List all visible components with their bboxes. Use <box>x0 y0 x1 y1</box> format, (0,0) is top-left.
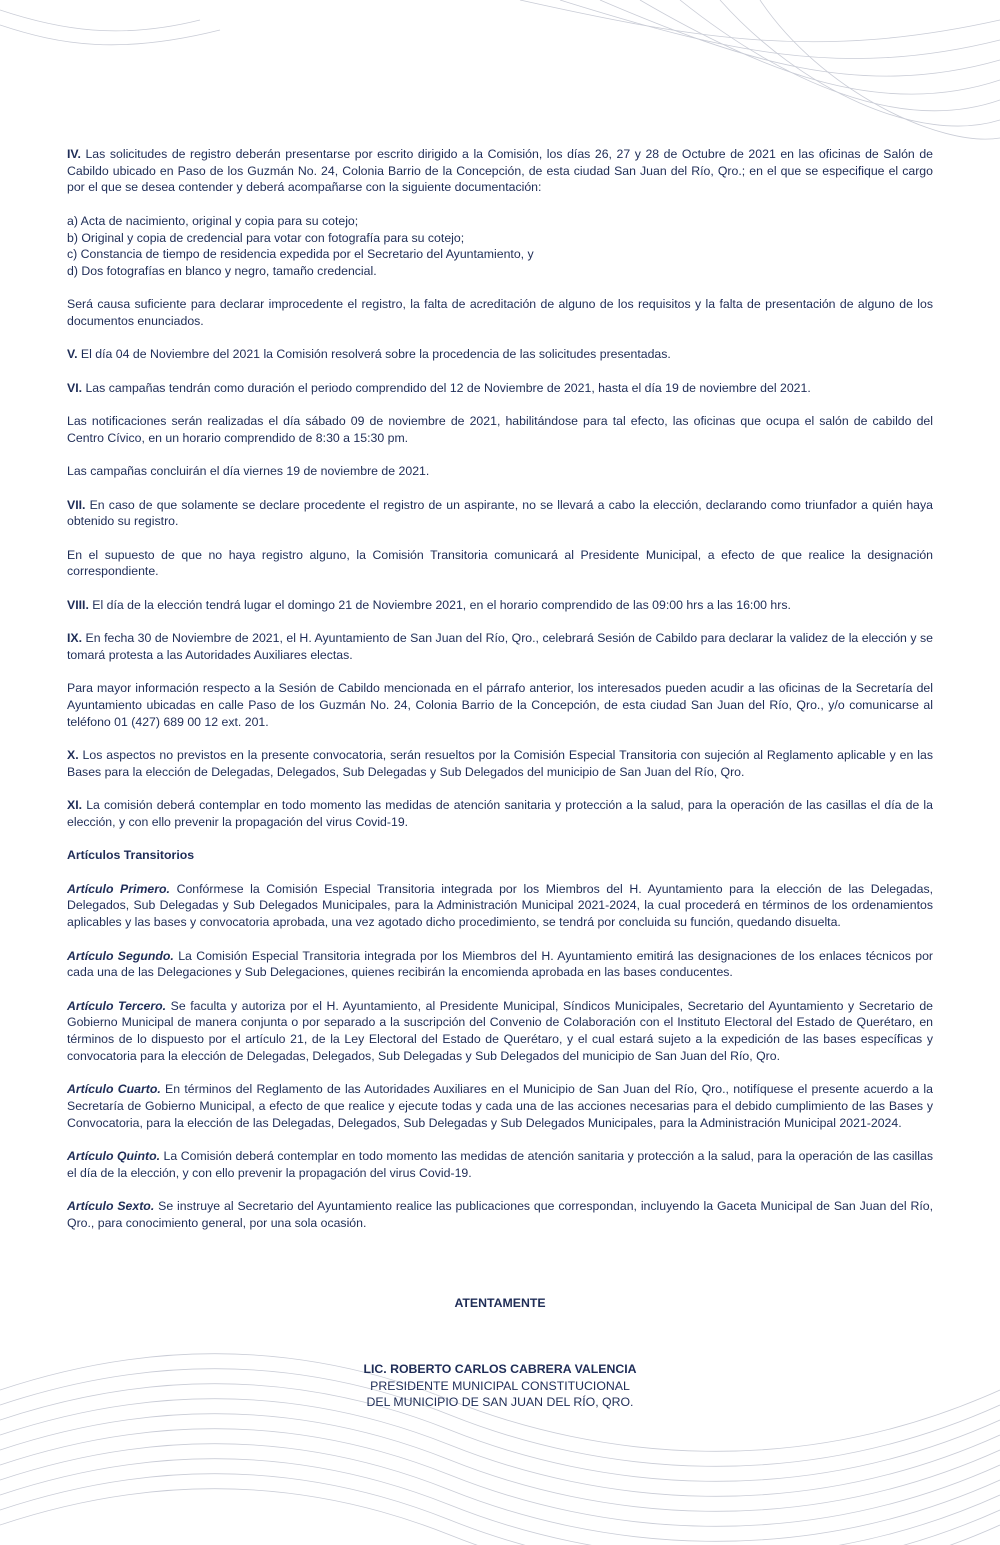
section-vii: VII. En caso de que solamente se declare procedente el registro de un aspirante, no se llevará a cabo la elección, declarando como triunfador a quién haya obtenido su registro. <box>67 497 933 529</box>
section-xi: XI. La comisión deberá contemplar en todo momento las medidas de atención sanitaria y protección a la salud, para la operación de las casillas el día de la elección, y con ello prevenir la propagación del virus Covid-19. <box>67 798 934 829</box>
closing-salutation: ATENTAMENTE <box>454 1296 546 1310</box>
section-ix-note: Para mayor información respecto a la Sesión de Cabildo mencionada en el párrafo anterior, los interesados pueden acudir a las oficinas de la Secretaría del Ayuntamiento ubicadas en calle Paso de los Guzmán No. 24, Colonia Barrio de la Concepción, de esta ciudad San Juan del Río, Qro., y/o comunicarse al teléfono 01 (427) 689 00 12 ext. 201. <box>67 681 933 729</box>
list-item: c) Constancia de tiempo de residencia expedida por el Secretario del Ayuntamiento, y <box>67 247 534 262</box>
signatory-title-1: PRESIDENTE MUNICIPAL CONSTITUCIONAL <box>370 1378 630 1393</box>
section-ix: IX. En fecha 30 de Noviembre de 2021, el H. Ayuntamiento de San Juan del Río, Qro., celebrará Sesión de Cabildo para declarar la validez de la elección y se tomará protesta a las Autoridades Auxiliares electas. <box>67 631 933 662</box>
list-item: a) Acta de nacimiento, original y copia para su cotejo; <box>67 213 359 228</box>
list-item: d) Dos fotografías en blanco y negro, tamaño credencial. <box>67 263 377 278</box>
signatory-title-2: DEL MUNICIPIO DE SAN JUAN DEL RÍO, QRO. <box>366 1395 634 1409</box>
list-item: b) Original y copia de credencial para votar con fotografía para su cotejo; <box>67 230 465 245</box>
articulo-segundo: Artículo Segundo. La Comisión Especial Transitoria integrada por los Miembros del H. Ayuntamiento emitirá las designaciones de los enlaces técnicos por cada una de las Delegaciones y Sub Delegaciones, quienes recibirán la encomienda aprobada en las bases conducentes. <box>67 948 933 980</box>
articulo-tercero: Artículo Tercero. Se faculta y autoriza por el H. Ayuntamiento, al Presidente Municipal, Síndicos Municipales, Secretario del Ayuntamiento y Secretario de Gobierno Municipal de manera conjunta o por separado a la suscripción del Convenio de Colaboración con el Instituto Electoral del Estado de Querétaro, en términos de lo dispuesto por el artículo 21, de la Ley Electoral del Estado de Querétaro, y el cual estará sujeto a la expedición de las bases específicas y convocatoria para la elección de Delegadas, Delegados, Sub Delegadas y Sub Delegados del municipio de San Juan del Río, Qro. <box>67 998 933 1063</box>
documents-list <box>67 213 933 280</box>
top-wave-decoration <box>0 0 1000 150</box>
section-vi-note-1: Las notificaciones serán realizadas el día sábado 09 de noviembre de 2021, habilitándose para tal efecto, las oficinas que ocupa el salón de cabildo del Centro Cívico, en un horario comprendido de 8:30 a 15:30 pm. <box>67 414 933 445</box>
section-vi-note-2: Las campañas concluirán el día viernes 19 de noviembre de 2021. <box>67 464 430 479</box>
articulo-sexto: Artículo Sexto. Se instruye al Secretario del Ayuntamiento realice las publicaciones que correspondan, incluyendo la Gaceta Municipal de San Juan del Río, Qro., para conocimiento general, por una sola ocasión. <box>67 1198 934 1230</box>
articulo-cuarto: Artículo Cuarto. En términos del Reglamento de las Autoridades Auxiliares en el Municipio de San Juan del Río, Qro., notifíquese el presente acuerdo a la Secretaría de Gobierno Municipal, a efecto de que realice y ejecute todas y cada una de las acciones necesarias para el debido cumplimiento de las Bases y Convocatoria, para la elección de las Delegadas, Delegados, Sub Delegadas y Sub Delegados Municipales, para la Administración Municipal 2021-2024. <box>67 1082 933 1130</box>
signature-block <box>0 1361 1000 1411</box>
section-vi: VI. Las campañas tendrán como duración el periodo comprendido del 12 de Noviembre de 2021, hasta el día 19 de noviembre del 2021. <box>67 380 811 395</box>
section-viii: VIII. El día de la elección tendrá lugar el domingo 21 de Noviembre 2021, en el horario comprendido de las 09:00 hrs a las 16:00 hrs. <box>67 597 791 612</box>
articulo-primero: Artículo Primero. Confórmese la Comisión Especial Transitoria integrada por los Miembros del H. Ayuntamiento para la elección de las Delegadas, Delegados, Sub Delegadas y Sub Delegados Municipales, para la Administración Municipal 2021-2024, la cual procederá en términos de los ordenamientos aplicables y las bases y convocatoria aprobada, una vez agotado dicho procedimiento, se tendrá por concluida su función, quedando disuelta. <box>67 881 934 930</box>
section-iv-note: Será causa suficiente para declarar improcedente el registro, la falta de acreditación de alguno de los requisitos y la falta de presentación de alguno de los documentos enunciados. <box>67 297 933 328</box>
articulo-quinto: Artículo Quinto. La Comisión deberá contemplar en todo momento las medidas de atención sanitaria y protección a la salud, para la operación de las casillas el día de la elección, y con ello prevenir la propagación del virus Covid-19. <box>67 1148 933 1180</box>
section-v: V. El día 04 de Noviembre del 2021 la Comisión resolverá sobre la procedencia de las solicitudes presentadas. <box>67 347 671 362</box>
section-iv: IV. Las solicitudes de registro deberán presentarse por escrito dirigido a la Comisión, los días 26, 27 y 28 de Octubre de 2021 en las oficinas de Salón de Cabildo ubicado en Paso de los Guzmán No. 24, Colonia Barrio de la Concepción, de esta ciudad San Juan del Río, Qro.; en el que se especifique el cargo por el que se desea contender y deberá acompañarse con la siguiente documentación: <box>67 147 933 195</box>
document-body <box>67 146 933 1248</box>
signatory-name: LIC. ROBERTO CARLOS CABRERA VALENCIA <box>363 1362 637 1376</box>
transitorios-heading: Artículos Transitorios <box>67 848 195 863</box>
closing-block <box>0 1295 1000 1312</box>
section-vii-note: En el supuesto de que no haya registro alguno, la Comisión Transitoria comunicará al Presidente Municipal, a efecto de que realice la designación correspondiente. <box>67 547 933 579</box>
section-x: X. Los aspectos no previstos en la presente convocatoria, serán resueltos por la Comisión Especial Transitoria con sujeción al Reglamento aplicable y en las Bases para la elección de Delegadas, Delegados, Sub Delegadas y Sub Delegados del municipio de San Juan del Río, Qro. <box>67 748 933 779</box>
